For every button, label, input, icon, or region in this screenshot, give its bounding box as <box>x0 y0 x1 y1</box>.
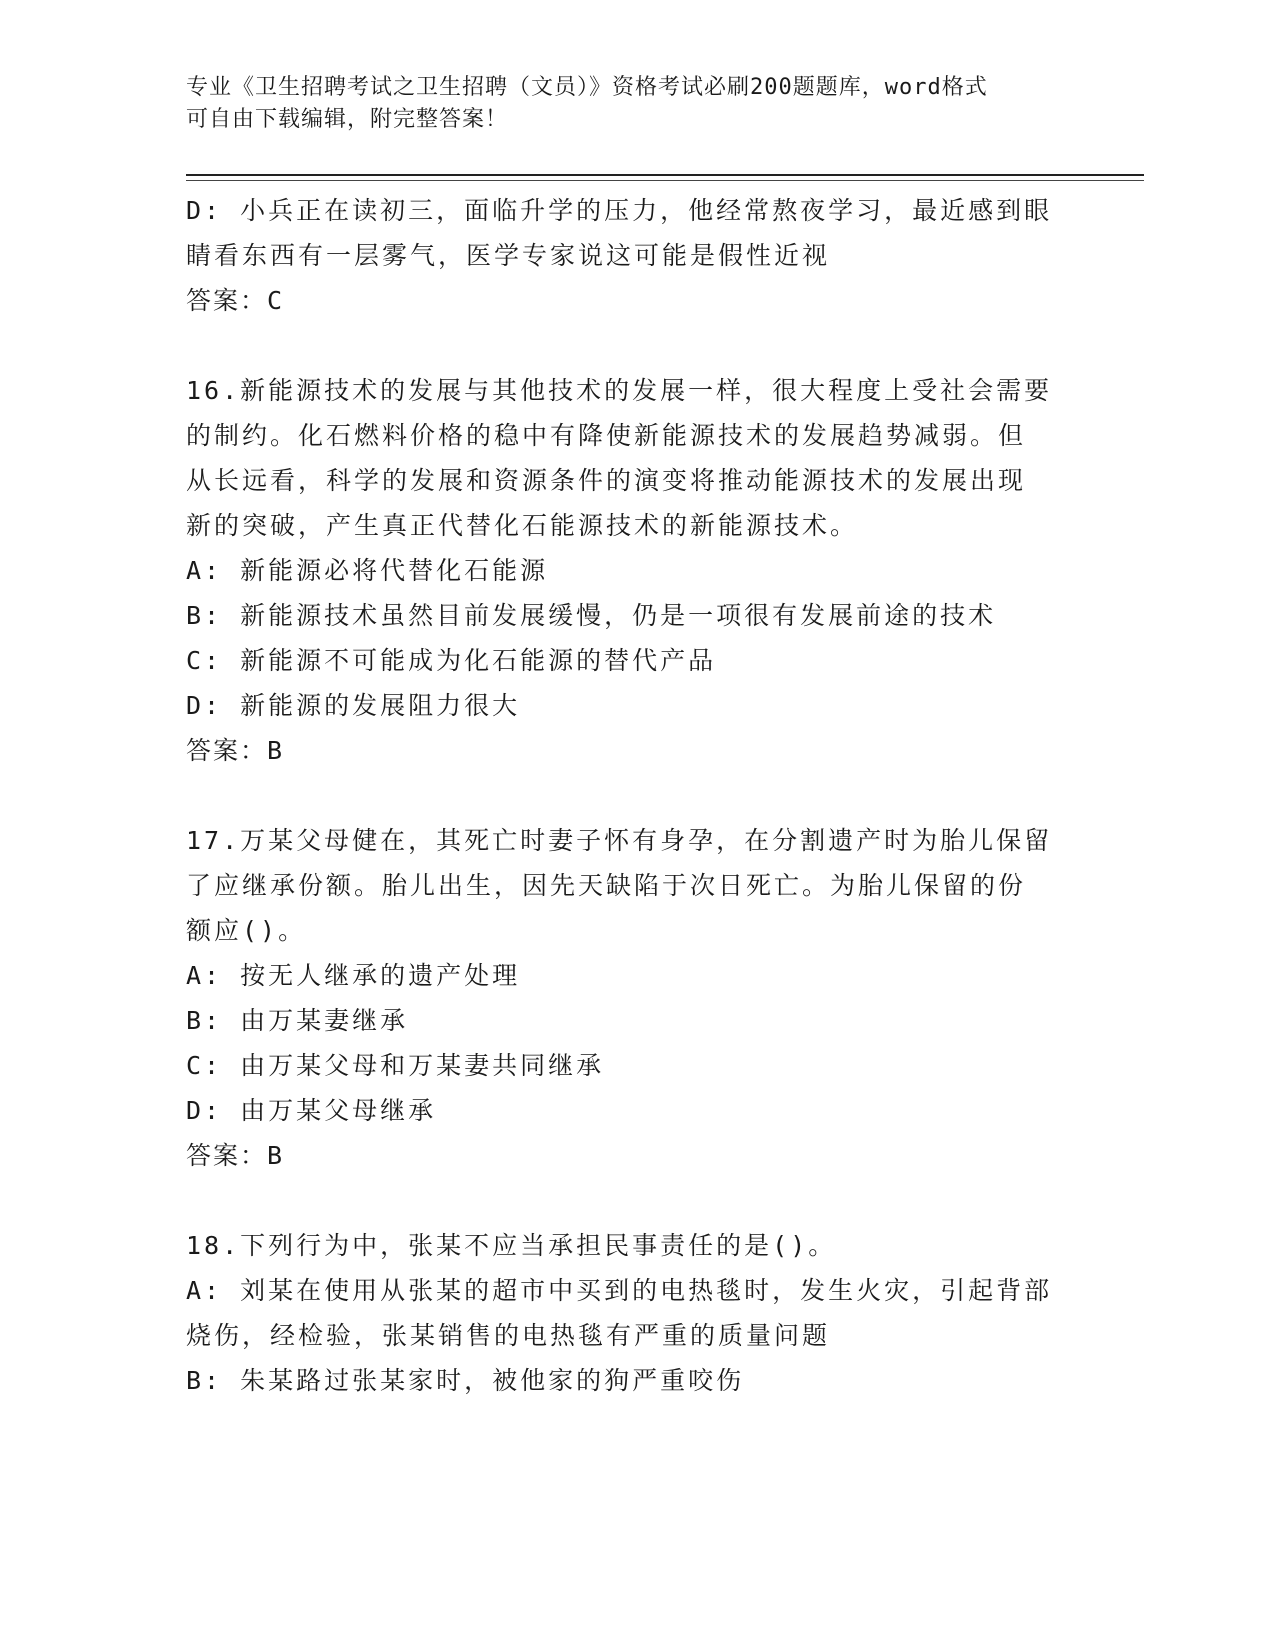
option-a: A: 按无人继承的遗产处理 <box>186 961 521 990</box>
question-stem: 18.下列行为中，张某不应当承担民事责任的是()。 <box>186 1231 837 1260</box>
spacer <box>186 773 1066 818</box>
option-d-continued: 睛看东西有一层雾气，医学专家说这可能是假性近视 <box>186 241 831 270</box>
option-d: D: 小兵正在读初三，面临升学的压力，他经常熬夜学习，最近感到眼 <box>186 196 1053 225</box>
question-18 <box>186 1223 1066 1403</box>
option-b: B: 新能源技术虽然目前发展缓慢，仍是一项很有发展前途的技术 <box>186 601 997 630</box>
option-b: B: 由万某妻继承 <box>186 1006 409 1035</box>
question-16 <box>186 368 1066 773</box>
question-stem: 额应()。 <box>186 916 307 945</box>
page-header <box>186 72 1066 136</box>
answer-line: 答案：B <box>186 1141 285 1170</box>
header-line-1: 专业《卫生招聘考试之卫生招聘（文员）》资格考试必刷200题题库，word格式 <box>186 75 988 100</box>
header-line-2: 可自由下载编辑，附完整答案！ <box>186 107 509 132</box>
answer-line: 答案：B <box>186 736 285 765</box>
question-stem: 16.新能源技术的发展与其他技术的发展一样，很大程度上受社会需要 <box>186 376 1053 405</box>
header-divider-thin <box>186 180 1144 181</box>
option-d: D: 新能源的发展阻力很大 <box>186 691 521 720</box>
prev-question-block <box>186 188 1066 323</box>
question-17 <box>186 818 1066 1178</box>
option-a: A: 刘某在使用从张某的超市中买到的电热毯时，发生火灾，引起背部 <box>186 1276 1053 1305</box>
spacer <box>186 1178 1066 1223</box>
option-b: B: 朱某路过张某家时，被他家的狗严重咬伤 <box>186 1366 745 1395</box>
question-stem: 从长远看，科学的发展和资源条件的演变将推动能源技术的发展出现 <box>186 466 1027 495</box>
header-divider-thick <box>186 174 1144 176</box>
question-stem: 了应继承份额。胎儿出生，因先天缺陷于次日死亡。为胎儿保留的份 <box>186 871 1027 900</box>
option-a-continued: 烧伤，经检验，张某销售的电热毯有严重的质量问题 <box>186 1321 831 1350</box>
option-a: A: 新能源必将代替化石能源 <box>186 556 549 585</box>
question-stem: 17.万某父母健在，其死亡时妻子怀有身孕，在分割遗产时为胎儿保留 <box>186 826 1053 855</box>
question-content <box>186 188 1066 1403</box>
question-stem: 新的突破，产生真正代替化石能源技术的新能源技术。 <box>186 511 859 540</box>
option-c: C: 新能源不可能成为化石能源的替代产品 <box>186 646 717 675</box>
option-c: C: 由万某父母和万某妻共同继承 <box>186 1051 605 1080</box>
answer-line: 答案：C <box>186 286 285 315</box>
option-d: D: 由万某父母继承 <box>186 1096 437 1125</box>
question-stem: 的制约。化石燃料价格的稳中有降使新能源技术的发展趋势减弱。但 <box>186 421 1027 450</box>
spacer <box>186 323 1066 368</box>
